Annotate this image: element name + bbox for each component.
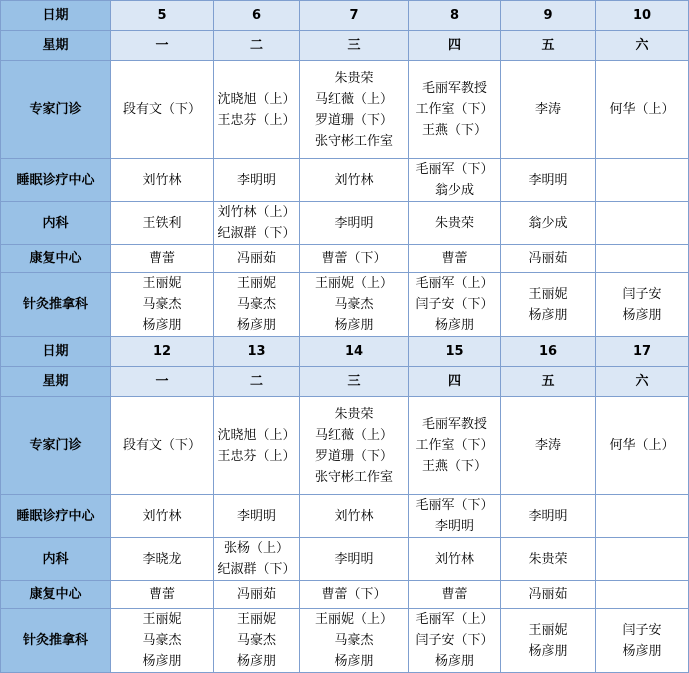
schedule-cell bbox=[111, 273, 214, 337]
weekday-cell: 一 bbox=[111, 31, 214, 61]
department-label: 针灸推拿科 bbox=[1, 609, 111, 673]
schedule-cell bbox=[111, 61, 214, 159]
schedule-cell bbox=[596, 495, 689, 538]
doctor-name: 马豪杰 bbox=[142, 297, 182, 312]
weekday-cell: 五 bbox=[501, 31, 596, 61]
schedule-cell bbox=[501, 397, 596, 495]
department-row bbox=[1, 159, 689, 202]
date-cell: 8 bbox=[409, 1, 501, 31]
doctor-name: 李明明 bbox=[236, 508, 276, 524]
doctor-name: 李明明 bbox=[236, 172, 276, 188]
date-cell: 12 bbox=[111, 337, 214, 367]
doctor-name: 曹蕾 bbox=[148, 251, 175, 266]
doctor-name: 杨彦朋 bbox=[622, 307, 662, 323]
date-cell: 6 bbox=[214, 1, 300, 31]
doctor-name: 段有文（下） bbox=[122, 438, 201, 453]
schedule-cell bbox=[596, 273, 689, 337]
weekday-row bbox=[1, 31, 689, 61]
doctor-name: 李明明 bbox=[434, 519, 474, 534]
doctor-name: 刘竹林 bbox=[334, 508, 374, 524]
doctor-name: 刘竹林 bbox=[334, 172, 374, 188]
date-cell: 13 bbox=[214, 337, 300, 367]
doctor-name: 王丽妮（上） bbox=[314, 276, 393, 291]
doctor-name: 闫子安（下） bbox=[415, 297, 494, 312]
doctor-name: 何华（上） bbox=[609, 102, 675, 117]
schedule-cell bbox=[409, 159, 501, 202]
doctor-name: 刘竹林 bbox=[142, 508, 182, 524]
doctor-name: 王丽妮 bbox=[236, 612, 276, 627]
doctor-name: 纪淑群（下） bbox=[217, 562, 296, 577]
doctor-name: 杨彦朋 bbox=[142, 654, 182, 669]
schedule-cell bbox=[409, 609, 501, 673]
weekday-cell: 二 bbox=[214, 31, 300, 61]
doctor-name: 纪淑群（下） bbox=[217, 226, 296, 241]
schedule-cell bbox=[596, 159, 689, 202]
doctor-name: 马红薇（上） bbox=[314, 91, 393, 107]
department-label: 内科 bbox=[1, 538, 111, 581]
weekday-label: 星期 bbox=[1, 31, 111, 61]
schedule-cell bbox=[501, 61, 596, 159]
department-label: 专家门诊 bbox=[1, 61, 111, 159]
schedule-cell bbox=[214, 609, 300, 673]
doctor-name: 闫子安 bbox=[622, 286, 662, 302]
doctor-name: 李明明 bbox=[334, 551, 374, 567]
doctor-name: 罗道珊（下） bbox=[314, 112, 393, 128]
date-cell: 10 bbox=[596, 1, 689, 31]
schedule-cell bbox=[111, 609, 214, 673]
weekday-cell: 四 bbox=[409, 367, 501, 397]
doctor-name: 王丽妮 bbox=[142, 612, 182, 627]
schedule-cell bbox=[501, 581, 596, 609]
doctor-name: 闫子安（下） bbox=[415, 633, 494, 648]
doctor-name: 朱贵荣 bbox=[528, 551, 568, 567]
schedule-cell bbox=[111, 495, 214, 538]
weekday-cell: 四 bbox=[409, 31, 501, 61]
doctor-name: 毛丽军教授 bbox=[421, 417, 487, 432]
doctor-name: 沈晓旭（上） bbox=[217, 427, 296, 443]
weekday-cell: 三 bbox=[300, 367, 409, 397]
schedule-cell bbox=[501, 609, 596, 673]
schedule-cell bbox=[214, 273, 300, 337]
doctor-name: 翁少成 bbox=[434, 183, 474, 198]
weekday-cell: 五 bbox=[501, 367, 596, 397]
doctor-name: 工作室（下） bbox=[415, 102, 494, 117]
doctor-name: 刘竹林（上） bbox=[217, 205, 296, 220]
doctor-name: 杨彦朋 bbox=[528, 307, 568, 323]
schedule-cell bbox=[214, 245, 300, 273]
date-cell: 16 bbox=[501, 337, 596, 367]
date-cell: 7 bbox=[300, 1, 409, 31]
doctor-name: 马豪杰 bbox=[142, 633, 182, 648]
department-row bbox=[1, 245, 689, 273]
doctor-name: 罗道珊（下） bbox=[314, 448, 393, 464]
schedule-cell bbox=[111, 538, 214, 581]
schedule-cell bbox=[596, 581, 689, 609]
department-label: 睡眠诊疗中心 bbox=[1, 159, 111, 202]
doctor-name: 马豪杰 bbox=[334, 297, 374, 312]
doctor-name: 王燕（下） bbox=[421, 123, 487, 138]
weekday-cell: 二 bbox=[214, 367, 300, 397]
doctor-name: 李明明 bbox=[528, 508, 568, 524]
schedule-cell bbox=[409, 61, 501, 159]
doctor-name: 曹蕾（下） bbox=[321, 251, 387, 266]
weekday-cell: 三 bbox=[300, 31, 409, 61]
doctor-name: 张杨（上） bbox=[223, 541, 289, 556]
department-label: 针灸推拿科 bbox=[1, 273, 111, 337]
doctor-name: 冯丽茹 bbox=[528, 251, 568, 266]
doctor-name: 朱贵荣 bbox=[434, 215, 474, 231]
weekday-row bbox=[1, 367, 689, 397]
schedule-cell bbox=[300, 397, 409, 495]
doctor-name: 李明明 bbox=[528, 172, 568, 188]
doctor-name: 翁少成 bbox=[528, 215, 568, 231]
doctor-name: 杨彦朋 bbox=[334, 654, 374, 669]
doctor-name: 毛丽军（上） bbox=[415, 612, 494, 627]
schedule-cell bbox=[214, 581, 300, 609]
doctor-name: 冯丽茹 bbox=[528, 587, 568, 602]
doctor-name: 马豪杰 bbox=[236, 633, 276, 648]
schedule-cell bbox=[214, 538, 300, 581]
doctor-name: 杨彦朋 bbox=[334, 318, 374, 333]
date-cell: 5 bbox=[111, 1, 214, 31]
doctor-name: 闫子安 bbox=[622, 622, 662, 638]
doctor-name: 沈晓旭（上） bbox=[217, 91, 296, 107]
date-cell: 9 bbox=[501, 1, 596, 31]
doctor-name: 刘竹林 bbox=[434, 551, 474, 567]
schedule-cell bbox=[501, 538, 596, 581]
schedule-cell bbox=[300, 538, 409, 581]
schedule-cell bbox=[300, 581, 409, 609]
doctor-name: 马豪杰 bbox=[236, 297, 276, 312]
date-cell: 15 bbox=[409, 337, 501, 367]
doctor-name: 曹蕾 bbox=[148, 587, 175, 602]
doctor-name: 刘竹林 bbox=[142, 172, 182, 188]
schedule-cell bbox=[111, 397, 214, 495]
doctor-name: 曹蕾 bbox=[441, 587, 468, 602]
weekday-cell: 一 bbox=[111, 367, 214, 397]
schedule-cell bbox=[409, 581, 501, 609]
doctor-name: 段有文（下） bbox=[122, 102, 201, 117]
doctor-name: 何华（上） bbox=[609, 438, 675, 453]
doctor-name: 王丽妮 bbox=[142, 276, 182, 291]
schedule-cell bbox=[501, 495, 596, 538]
department-label: 专家门诊 bbox=[1, 397, 111, 495]
doctor-name: 张守彬工作室 bbox=[314, 469, 393, 485]
schedule-cell bbox=[300, 202, 409, 245]
schedule-cell bbox=[409, 273, 501, 337]
doctor-name: 王忠芬（上） bbox=[217, 448, 296, 464]
weekday-cell: 六 bbox=[596, 31, 689, 61]
doctor-name: 李涛 bbox=[534, 102, 561, 117]
schedule-cell bbox=[409, 397, 501, 495]
department-row bbox=[1, 538, 689, 581]
schedule-cell bbox=[111, 159, 214, 202]
doctor-name: 马红薇（上） bbox=[314, 427, 393, 443]
doctor-name: 杨彦朋 bbox=[236, 318, 276, 333]
schedule-cell bbox=[596, 245, 689, 273]
schedule-cell bbox=[111, 581, 214, 609]
doctor-name: 杨彦朋 bbox=[236, 654, 276, 669]
schedule-cell bbox=[501, 245, 596, 273]
doctor-name: 毛丽军教授 bbox=[421, 81, 487, 96]
doctor-name: 王丽妮 bbox=[528, 622, 568, 638]
schedule-cell bbox=[409, 538, 501, 581]
schedule-cell bbox=[300, 159, 409, 202]
schedule-cell bbox=[214, 495, 300, 538]
date-label: 日期 bbox=[1, 1, 111, 31]
doctor-name: 毛丽军（上） bbox=[415, 276, 494, 291]
doctor-name: 张守彬工作室 bbox=[314, 133, 393, 149]
schedule-cell bbox=[596, 202, 689, 245]
schedule-cell bbox=[214, 202, 300, 245]
doctor-name: 曹蕾（下） bbox=[321, 587, 387, 602]
date-cell: 17 bbox=[596, 337, 689, 367]
department-label: 康复中心 bbox=[1, 245, 111, 273]
schedule-cell bbox=[214, 397, 300, 495]
doctor-name: 王忠芬（上） bbox=[217, 112, 296, 128]
schedule-cell bbox=[300, 273, 409, 337]
department-row bbox=[1, 61, 689, 159]
doctor-name: 冯丽茹 bbox=[236, 587, 276, 602]
schedule-cell bbox=[409, 202, 501, 245]
schedule-cell bbox=[596, 397, 689, 495]
department-label: 康复中心 bbox=[1, 581, 111, 609]
doctor-name: 工作室（下） bbox=[415, 438, 494, 453]
schedule-cell bbox=[300, 245, 409, 273]
doctor-name: 李晓龙 bbox=[142, 551, 182, 567]
doctor-name: 马豪杰 bbox=[334, 633, 374, 648]
doctor-name: 王丽妮 bbox=[528, 286, 568, 302]
doctor-name: 毛丽军（下） bbox=[415, 162, 494, 177]
schedule-cell bbox=[501, 202, 596, 245]
doctor-name: 王丽妮 bbox=[236, 276, 276, 291]
doctor-name: 王丽妮（上） bbox=[314, 612, 393, 627]
date-row bbox=[1, 1, 689, 31]
doctor-name: 王燕（下） bbox=[421, 459, 487, 474]
department-row bbox=[1, 397, 689, 495]
department-row bbox=[1, 609, 689, 673]
schedule-cell bbox=[214, 61, 300, 159]
doctor-name: 曹蕾 bbox=[441, 251, 468, 266]
doctor-name: 杨彦朋 bbox=[434, 654, 474, 669]
doctor-name: 朱贵荣 bbox=[334, 70, 374, 86]
schedule-cell bbox=[300, 609, 409, 673]
schedule-cell bbox=[300, 61, 409, 159]
schedule-cell bbox=[596, 538, 689, 581]
schedule-cell bbox=[409, 245, 501, 273]
department-row bbox=[1, 495, 689, 538]
department-row bbox=[1, 581, 689, 609]
doctor-name: 杨彦朋 bbox=[622, 643, 662, 659]
doctor-name: 李涛 bbox=[534, 438, 561, 453]
schedule-cell bbox=[409, 495, 501, 538]
weekday-cell: 六 bbox=[596, 367, 689, 397]
schedule-cell bbox=[596, 61, 689, 159]
doctor-name: 杨彦朋 bbox=[528, 643, 568, 659]
weekday-label: 星期 bbox=[1, 367, 111, 397]
doctor-name: 毛丽军（下） bbox=[415, 498, 494, 513]
date-row bbox=[1, 337, 689, 367]
department-row bbox=[1, 273, 689, 337]
schedule-cell bbox=[501, 273, 596, 337]
doctor-name: 王铁利 bbox=[142, 215, 182, 231]
doctor-name: 朱贵荣 bbox=[334, 406, 374, 422]
schedule-cell bbox=[501, 159, 596, 202]
date-cell: 14 bbox=[300, 337, 409, 367]
doctor-name: 杨彦朋 bbox=[434, 318, 474, 333]
department-label: 睡眠诊疗中心 bbox=[1, 495, 111, 538]
schedule-cell bbox=[111, 202, 214, 245]
schedule-body bbox=[1, 1, 689, 673]
doctor-name: 冯丽茹 bbox=[236, 251, 276, 266]
schedule-cell bbox=[300, 495, 409, 538]
schedule-cell bbox=[111, 245, 214, 273]
doctor-name: 李明明 bbox=[334, 215, 374, 231]
doctor-name: 杨彦朋 bbox=[142, 318, 182, 333]
schedule-cell bbox=[596, 609, 689, 673]
schedule-cell bbox=[214, 159, 300, 202]
date-label: 日期 bbox=[1, 337, 111, 367]
department-row bbox=[1, 202, 689, 245]
department-label: 内科 bbox=[1, 202, 111, 245]
